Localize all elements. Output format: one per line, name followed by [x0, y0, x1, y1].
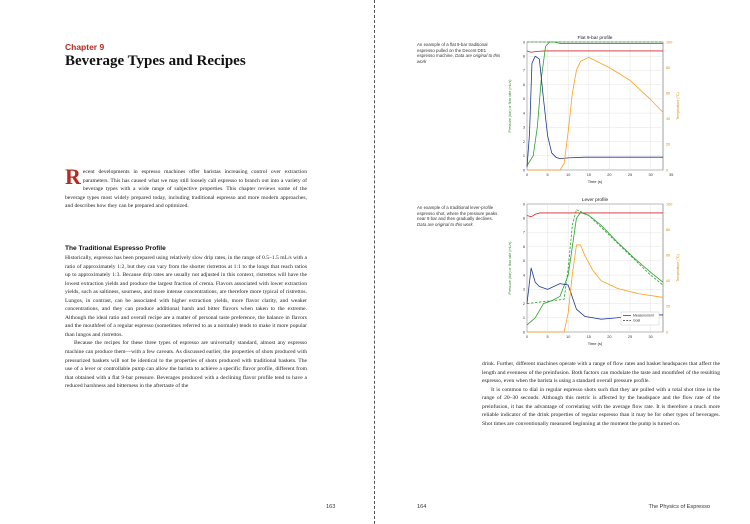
chart-2-y-tick-label: 7: [522, 230, 525, 235]
chart-2-y2-tick-label: 40: [666, 279, 671, 284]
chart-2-y-tick-label: 0: [522, 330, 525, 335]
chart-1-y-tick-label: 0: [522, 168, 525, 173]
right-body: [482, 360, 720, 428]
chart-1-y-tick-label: 6: [522, 82, 525, 87]
chart-2-y2-tick-label: 20: [666, 304, 671, 309]
chart-2-y-tick-label: 4: [522, 273, 525, 278]
chart-lever-profile: [503, 194, 699, 352]
chart-1-y2-tick-label: 80: [666, 65, 671, 70]
chart-1-y-tick-label: 7: [522, 68, 525, 73]
intro-paragraph: [65, 164, 307, 211]
caption-2-source: Data are original to this work: [417, 221, 473, 227]
chart-1-y-tick-label: 8: [522, 54, 525, 59]
chapter-title: Beverage Types and Recipes: [65, 53, 246, 69]
intro-text: ecent developments in espresso machines offer baristas increasing control over extraction parameters. This has caused what we may still loosely call espresso to branch out into a variety of beverage types with a wide range of subjective properties. This chapter reviews some of the beverage types most widely prepared today, including traditional espresso and more modern approaches, and describes how they can be prepared and optimized.: [65, 169, 307, 210]
chart-1-y-tick-label: 3: [522, 125, 525, 130]
chart-2-y-tick-label: 2: [522, 301, 525, 306]
chart-1-y2-tick-label: 60: [666, 91, 671, 96]
chart-2-x-tick-label: 20: [607, 335, 612, 339]
chart-1-y2-tick-label: 20: [666, 142, 671, 147]
caption-1-source: Data are original to this work: [417, 53, 501, 64]
chart-1-y2-tick-label: 40: [666, 117, 671, 122]
chart-1-y-tick-label: 9: [522, 40, 525, 45]
left-body: [65, 254, 307, 391]
left-page: [0, 0, 374, 524]
chart-2-legend-label: Goal: [633, 318, 641, 323]
chart-2-x-tick-label: 25: [627, 335, 633, 339]
chart-1-y-axis-label: Pressure (bar) or flow rate (mL/s): [508, 79, 512, 133]
chart-1-y2-tick-label: 100: [666, 40, 673, 45]
chart-1-plot-frame: [527, 42, 663, 170]
running-footer: The Physics of Espresso: [648, 504, 710, 510]
right-page: [377, 0, 750, 524]
chart-2-y-tick-label: 5: [522, 259, 525, 264]
figure-caption-2: [417, 205, 502, 227]
section-heading: The Traditional Espresso Profile: [65, 245, 166, 252]
chart-1-title: Flat 9-bar profile: [577, 36, 613, 41]
drop-cap: R: [65, 164, 81, 189]
chart-2-legend-label: Measurement: [633, 313, 654, 318]
chart-2-y2-axis-label: Temperature (°C): [676, 254, 680, 282]
chart-1-x-tick-label: 30: [648, 173, 653, 177]
caption-2-text: An example of a traditional lever-profile espresso shot, where the pressure peaks near 9 bar and then gradually declines.: [417, 205, 498, 222]
chart-flat-9-bar: [503, 32, 699, 190]
chart-2-y-tick-label: 9: [522, 202, 525, 207]
chart-2-x-tick-label: 10: [566, 335, 571, 339]
chart-2-title: Lever profile: [581, 198, 609, 203]
chart-2-y-tick-label: 3: [522, 287, 525, 292]
chart-1-x-tick-label: 5: [546, 173, 549, 177]
chart-2-y-tick-label: 1: [522, 316, 525, 321]
chart-1-y2-axis-label: Temperature (°C): [676, 92, 680, 120]
chart-1-x-tick-label: 25: [627, 173, 633, 177]
page-number-right: 164: [417, 504, 427, 510]
chart-1-y-tick-label: 2: [522, 139, 525, 144]
chart-1-y-tick-label: 1: [522, 154, 525, 159]
chart-2-x-tick-label: 30: [648, 335, 653, 339]
chart-2-x-tick-label: 0: [525, 335, 529, 339]
chart-2-y-tick-label: 8: [522, 216, 525, 221]
page-number-left: 163: [326, 504, 336, 510]
chart-2-x-axis-label: Time (s): [587, 341, 603, 346]
body-paragraph-3: drink. Further, different machines operate with a range of flow rates and basket headspaces that affect the length and evenness of the preinfusion. Both factors can modulate the taste and mouthfeel of the resulting espresso, even when the barista is using a standard overall pressure profile.: [482, 361, 720, 385]
chart-1-x-tick-label: 35: [669, 173, 674, 177]
chart-2-x-tick-label: 15: [586, 335, 591, 339]
chart-1-x-tick-label: 0: [525, 173, 529, 177]
chart-2-x-tick-label: 5: [546, 335, 549, 339]
page-gutter: [374, 0, 375, 524]
chart-1-x-tick-label: 20: [607, 173, 612, 177]
chart-1-x-tick-label: 15: [586, 173, 591, 177]
chart-1-y-tick-label: 5: [522, 97, 525, 102]
figure-caption-1: [417, 42, 502, 64]
body-paragraph-4: It is common to dial in regular espresso shots such that they are pulled with a total shot time in the range of 20–30 seconds. Although this metric is affected by the headspace and the flow rate of the preinfusion, it has the advantage of correlating with the average flow rate. It is therefore a much more reliable indicator of the drink properties of regular espresso than it may be for other types of beverages. Shot times are conventionally measured beginning at the moment the pump is turned on.: [482, 386, 720, 427]
chart-1-y-tick-label: 4: [522, 111, 525, 116]
chart-2-y2-tick-label: 60: [666, 253, 671, 258]
chart-2-y-axis-label: Pressure (bar) or flow rate (mL/s): [508, 241, 512, 295]
chart-1-x-tick-label: 10: [566, 173, 571, 177]
body-paragraph-1: Historically, espresso has been prepared using relatively slow drip rates, in the range of 0.5–1.5 mL/s with a ratio of approximately 1:2, but they can vary from the shorter ristrettos at 1:1 to the longs that reach ratios up to approximately 1:3. Because drip rates are usually not adjusted in this context, ristrettos will have the lowest extraction yields and produce the largest fraction of crema. Flavors associated with lower extraction yields, such as saltiness, sourness, and more intense concentrations, are therefore more typical of ristrettos. Lungos, in contrast, can be associated with higher extraction yields, more flavor clarity, and weaker concentrations, and they can produce additional harsh and bitter flavors when taken to the extreme. Although the ideal ratio and overall recipe are a matter of personal taste preference, the balance in flavors and the mouthfeel of a regular espresso (sometimes referred to as a normale) tends to make it more popular than lungos and ristrettos.: [65, 255, 307, 338]
chapter-label: Chapter 9: [65, 42, 105, 52]
chart-1-y2-tick-label: 0: [666, 168, 669, 173]
chart-2-y2-tick-label: 80: [666, 227, 671, 232]
caption-1-text: An example of a flat 9-bar traditional espresso pulled on the Decent DE1 espresso machine.: [417, 42, 488, 59]
chart-1-x-axis-label: Time (s): [587, 179, 603, 184]
chart-2-y2-tick-label: 100: [666, 202, 673, 207]
chart-2-y2-tick-label: 0: [666, 330, 669, 335]
body-paragraph-2: Because the recipes for these three types of espresso are universally standard, almost any espresso machine can produce them—with a few caveats. As discussed earlier, the properties of shots produced with pressurized baskets will not be identical to the properties of shots produced with traditional baskets. The use of a lever or controllable pump can allow the barista to achieve a specific flavor profile, different from that obtained with a flat 9-bar pressure. Beverages produced with a declining flavor profile tend to have a reduced harshness and bitterness in the aftertaste of the: [65, 340, 307, 390]
chart-2-y-tick-label: 6: [522, 244, 525, 249]
